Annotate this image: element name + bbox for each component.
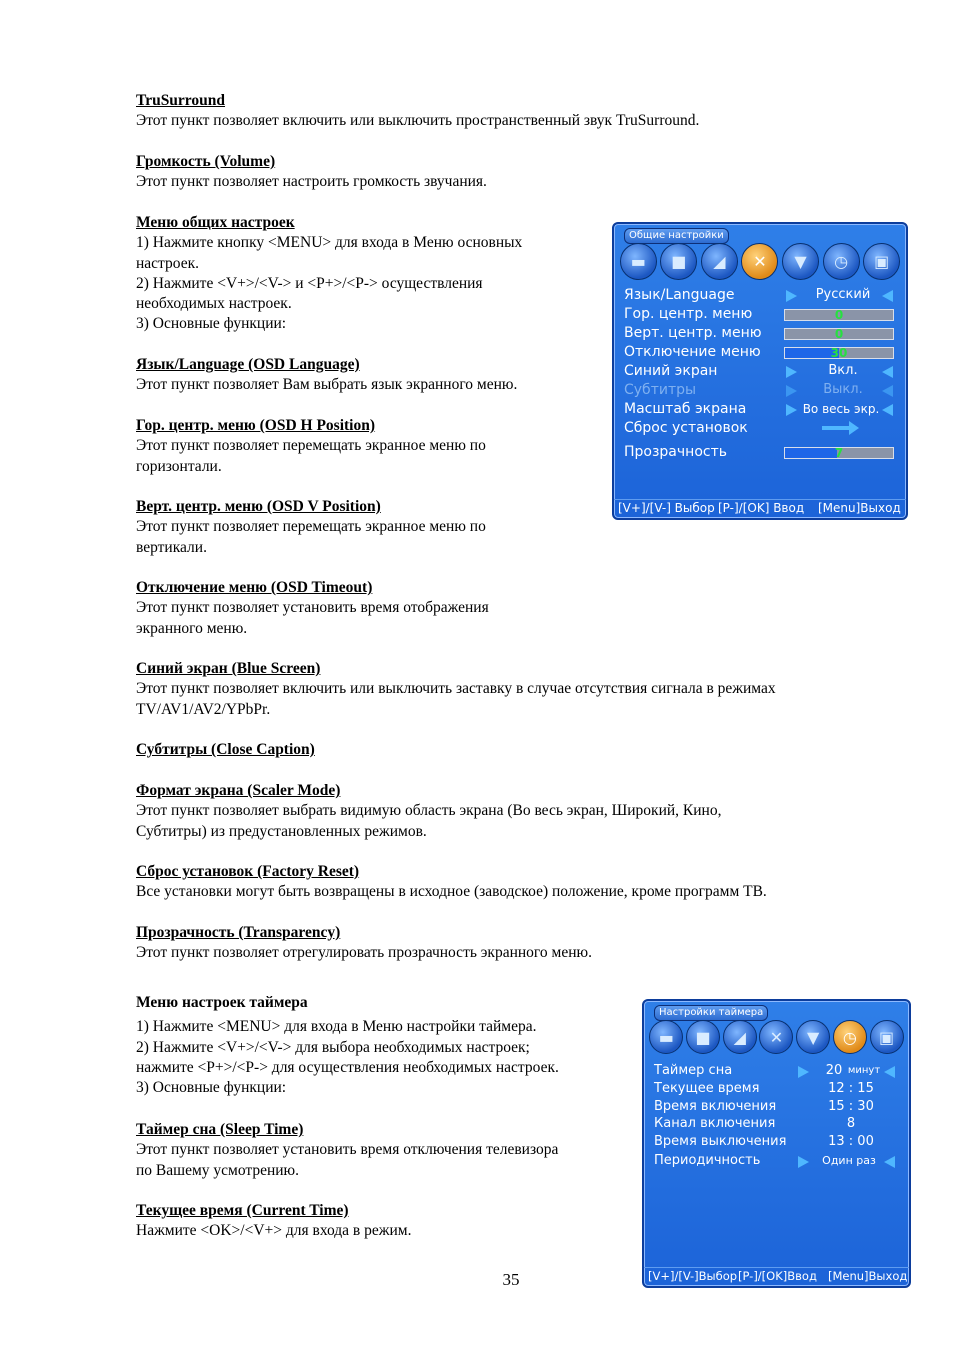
osd-slider[interactable] (784, 447, 894, 459)
section-sleep-time (136, 1120, 558, 1181)
section-general-menu (136, 213, 522, 335)
section-text: Этот пункт позволяет отрегулировать прозрачность экранного меню. (136, 944, 592, 962)
osd-row-label: Канал включения (654, 1116, 776, 1131)
section-osd-v-position (136, 497, 486, 558)
section-text: горизонтали. (136, 457, 222, 475)
section-heading: Синий экран (Blue Screen) (136, 660, 321, 677)
osd-row-language[interactable] (614, 285, 906, 305)
section-blue-screen (136, 659, 776, 720)
osd-general-settings (612, 222, 908, 520)
osd-icon-bar (648, 1020, 905, 1058)
osd-slider[interactable] (784, 347, 894, 359)
osd-row-value: 15 : 30 (828, 1099, 874, 1114)
section-heading: Отключение меню (OSD Timeout) (136, 579, 373, 596)
section-transparency (136, 923, 592, 964)
section-text: Этот пункт позволяет перемещать экранное меню по (136, 518, 486, 536)
section-heading: Громкость (Volume) (136, 153, 276, 170)
lock-icon[interactable]: ▣ (870, 1020, 904, 1054)
osd-slider-value: 0 (834, 327, 844, 341)
osd-row-label: Синий экран (624, 363, 718, 379)
screen-icon[interactable]: ■ (686, 1020, 720, 1054)
osd-row-label: Таймер сна (654, 1063, 733, 1078)
arrow-left-icon[interactable] (882, 404, 893, 416)
section-text: Этот пункт позволяет установить время отображения (136, 599, 489, 617)
osd-row-label: Периодичность (654, 1153, 761, 1168)
section-heading: Субтитры (Close Caption) (136, 741, 315, 758)
section-osd-timeout (136, 578, 489, 639)
osd-row-value: 20 (825, 1063, 843, 1078)
osd-row-value: Один раз (822, 1154, 876, 1167)
section-osd-h-position (136, 416, 486, 477)
section-current-time (136, 1201, 411, 1242)
enter-arrow-icon[interactable] (822, 426, 850, 430)
section-text: вертикали. (136, 538, 207, 556)
osd-row-label: Отключение меню (624, 344, 761, 360)
lock-icon[interactable]: ▣ (863, 243, 900, 280)
osd-row-transparency[interactable] (614, 442, 906, 462)
page-number: 35 (502, 1270, 520, 1289)
section-text: 2) Нажмите <V+>/<V-> для выбора необходимых настроек; (136, 1038, 530, 1056)
section-heading: Меню общих настроек (136, 214, 295, 231)
osd-row-scaler[interactable] (614, 399, 906, 419)
osd-row-value: 13 : 00 (828, 1134, 874, 1149)
osd-row-label: Масштаб экрана (624, 401, 747, 417)
clock-icon[interactable]: ◷ (833, 1020, 867, 1054)
section-text: Этот пункт позволяет Вам выбрать язык экранного меню. (136, 376, 518, 394)
osd-footer (614, 499, 906, 516)
section-heading: Текущее время (Current Time) (136, 1202, 349, 1219)
sound-icon[interactable]: ◢ (723, 1020, 757, 1054)
arrow-right-icon[interactable] (786, 366, 797, 378)
osd-row-timeout[interactable] (614, 342, 906, 362)
clock-icon[interactable]: ◷ (823, 243, 860, 280)
osd-row-value: Русский (815, 287, 871, 302)
osd-row-label: Верт. центр. меню (624, 325, 762, 341)
footer-enter-hint: [P-]/[OK] Ввод (718, 501, 805, 515)
osd-row-on-channel[interactable] (644, 1114, 909, 1134)
osd-row-label: Текущее время (654, 1081, 760, 1096)
osd-icon-bar (618, 243, 902, 281)
osd-row-repeat[interactable] (644, 1151, 909, 1171)
section-trusurround (136, 91, 699, 132)
footer-enter-hint: [P-]/[OK]Ввод (738, 1269, 817, 1283)
arrow-left-icon[interactable] (884, 1066, 895, 1078)
section-heading: Верт. центр. меню (OSD V Position) (136, 498, 381, 515)
arrow-left-icon[interactable] (882, 385, 893, 397)
osd-row-sleep-timer[interactable] (644, 1061, 909, 1081)
screen-icon[interactable]: ■ (660, 243, 697, 280)
section-close-caption (136, 740, 315, 760)
osd-title: Общие настройки (624, 228, 729, 244)
footer-select-hint: [V+]/[V-]Выбор (648, 1269, 738, 1283)
arrow-right-icon[interactable] (798, 1156, 809, 1168)
osd-row-blue-screen[interactable] (614, 361, 906, 381)
osd-row-value: 12 : 15 (828, 1081, 874, 1096)
arrow-right-icon[interactable] (786, 404, 797, 416)
section-heading: TruSurround (136, 92, 226, 109)
section-volume (136, 152, 487, 193)
osd-row-label: Субтитры (624, 382, 697, 398)
section-text: 2) Нажмите <V+>/<V-> и <P+>/<P-> осуществления (136, 274, 483, 292)
section-timer-menu (136, 993, 559, 1098)
osd-row-off-time[interactable] (644, 1132, 909, 1152)
channel-icon[interactable]: ▼ (782, 243, 819, 280)
section-text: Этот пункт позволяет выбрать видимую область экрана (Во весь экран, Широкий, Кино, (136, 802, 722, 820)
section-heading: Язык/Language (OSD Language) (136, 356, 360, 373)
osd-row-label: Язык/Language (624, 287, 735, 303)
picture-icon[interactable]: ▬ (620, 243, 657, 280)
section-heading: Прозрачность (Transparency) (136, 924, 341, 941)
section-heading: Сброс установок (Factory Reset) (136, 863, 360, 880)
section-text: 1) Нажмите кнопку <MENU> для входа в Меню основных (136, 234, 523, 252)
osd-row-value: Во весь экр. (802, 402, 880, 416)
section-text: Этот пункт позволяет включить или выключить заставку в случае отсутствия сигнала в режимах (136, 680, 776, 698)
osd-slider[interactable] (784, 328, 894, 340)
osd-row-close-caption[interactable] (614, 380, 906, 400)
arrow-right-icon[interactable] (786, 290, 797, 302)
section-text: настроек. (136, 254, 199, 272)
osd-row-value: Выкл. (823, 382, 863, 397)
section-text: TV/AV1/AV2/YPbPr. (136, 700, 271, 718)
section-heading: Меню настроек таймера (136, 994, 308, 1011)
osd-slider-value: 0 (834, 308, 844, 322)
osd-row-label: Время выключения (654, 1134, 787, 1149)
section-factory-reset (136, 862, 767, 903)
arrow-right-icon[interactable] (786, 385, 797, 397)
picture-icon[interactable]: ▬ (649, 1020, 683, 1054)
section-text: экранного меню. (136, 619, 248, 637)
section-text: 3) Основные функции: (136, 1079, 287, 1097)
osd-row-label: Сброс установок (624, 420, 748, 436)
footer-exit-hint: [Menu]Выход (828, 1269, 908, 1283)
osd-row-v-position[interactable] (614, 323, 906, 343)
section-text: 3) Основные функции: (136, 315, 287, 333)
section-scaler-mode (136, 781, 721, 842)
osd-row-current-time[interactable] (644, 1079, 909, 1099)
arrow-left-icon[interactable] (882, 366, 893, 378)
osd-row-label: Гор. центр. меню (624, 306, 753, 322)
sound-icon[interactable]: ◢ (701, 243, 738, 280)
osd-timer-settings (642, 999, 911, 1288)
arrow-right-icon[interactable] (798, 1066, 809, 1078)
tools-icon[interactable]: ✕ (759, 1020, 793, 1054)
section-text: по Вашему усмотрению. (136, 1161, 300, 1179)
osd-slider-value: 30 (830, 346, 848, 360)
osd-row-h-position[interactable] (614, 304, 906, 324)
channel-icon[interactable]: ▼ (796, 1020, 830, 1054)
osd-row-label: Время включения (654, 1099, 777, 1114)
section-text: Этот пункт позволяет установить время отключения телевизора (136, 1141, 559, 1159)
osd-row-unit: минут (847, 1065, 881, 1076)
osd-row-reset[interactable] (614, 418, 906, 438)
section-text: Этот пункт позволяет настроить громкость звучания. (136, 173, 487, 191)
osd-slider[interactable] (784, 309, 894, 321)
footer-exit-hint: [Menu]Выход (818, 501, 901, 515)
osd-row-value: 8 (846, 1116, 856, 1131)
section-heading: Гор. центр. меню (OSD H Position) (136, 417, 376, 434)
section-text: Все установки могут быть возвращены в исходное (заводское) положение, кроме программ ТВ. (136, 883, 767, 901)
section-text: необходимых настроек. (136, 295, 292, 313)
section-heading: Таймер сна (Sleep Time) (136, 1121, 304, 1138)
section-text: нажмите <P+>/<P-> для осуществления необходимых настроек. (136, 1058, 559, 1076)
section-heading: Формат экрана (Scaler Mode) (136, 782, 341, 799)
osd-row-value: Вкл. (828, 363, 858, 378)
footer-select-hint: [V+]/[V-] Выбор (618, 501, 715, 515)
osd-slider-value: 7 (834, 446, 844, 460)
tools-icon[interactable]: ✕ (741, 243, 778, 280)
section-text: Этот пункт позволяет включить или выключить пространственный звук TruSurround. (136, 112, 700, 130)
section-text: Этот пункт позволяет перемещать экранное меню по (136, 437, 486, 455)
osd-row-label: Прозрачность (624, 444, 727, 460)
section-text: 1) Нажмите <MENU> для входа в Меню настройки таймера. (136, 1018, 537, 1036)
osd-title: Настройки таймера (654, 1005, 768, 1021)
section-text: Нажмите <OK>/<V+> для входа в режим. (136, 1222, 412, 1240)
arrow-left-icon[interactable] (884, 1156, 895, 1168)
section-osd-language (136, 355, 517, 396)
section-text: Субтитры) из предустановленных режимов. (136, 822, 427, 840)
arrow-left-icon[interactable] (882, 290, 893, 302)
osd-footer (644, 1267, 909, 1284)
